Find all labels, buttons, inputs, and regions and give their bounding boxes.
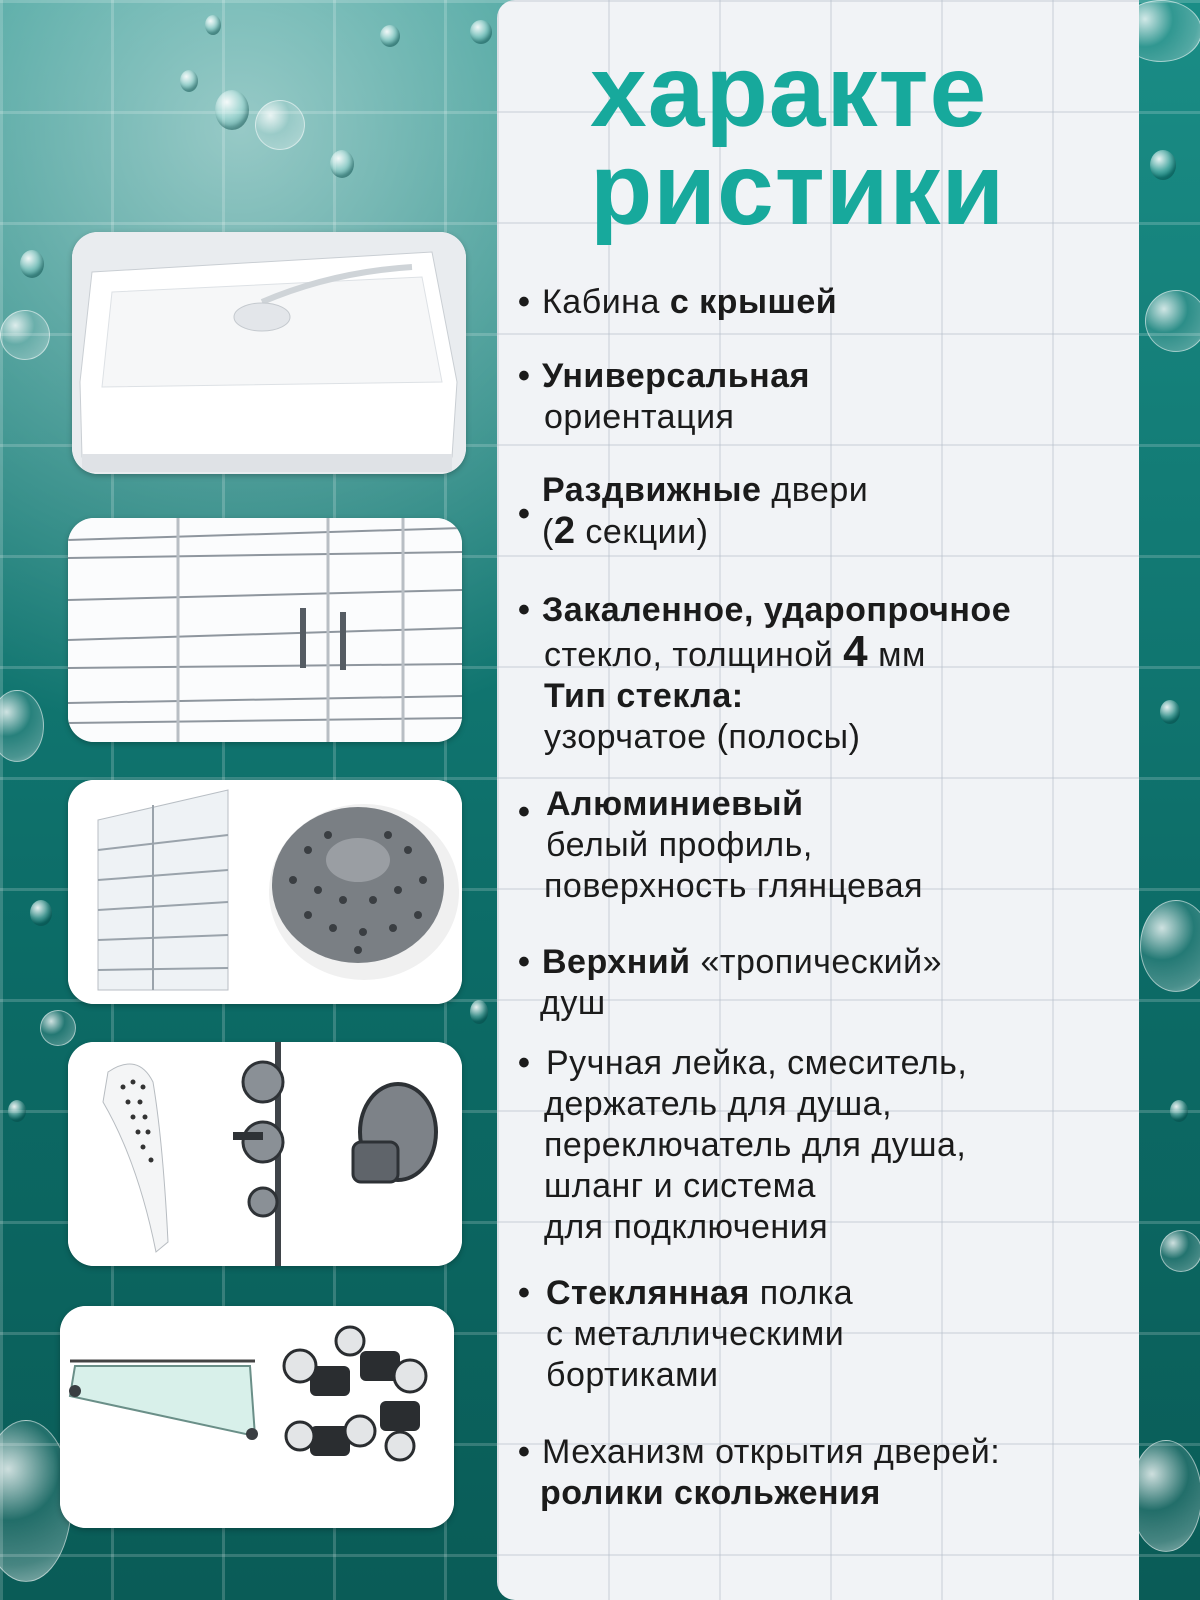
feature-item: [518, 282, 837, 323]
feature-text: двери: [761, 471, 869, 509]
hand-shower-mixer-holder-image: [68, 1042, 462, 1266]
feature-text: бортиками: [546, 1356, 719, 1394]
feature-text: Ручная лейка, смеситель,: [546, 1044, 968, 1082]
feature-text: Механизм открытия дверей:: [542, 1433, 1001, 1471]
water-drop-icon: [30, 900, 52, 926]
glass-thickness: 4: [843, 627, 869, 676]
water-drop-icon: [180, 70, 198, 92]
feature-text: (: [542, 513, 554, 551]
feature-text: для подключения: [544, 1208, 829, 1246]
sliding-doors-image: [68, 518, 462, 742]
feature-text-bold: Закаленное, ударопрочное: [542, 591, 1012, 629]
title-line: характе: [590, 34, 988, 148]
bullet-icon: •: [518, 1274, 531, 1312]
bullet-icon: •: [518, 495, 531, 533]
feature-item: [518, 1043, 967, 1248]
feature-text: переключатель для душа,: [544, 1126, 967, 1164]
feature-item: [518, 784, 923, 907]
feature-text: шланг и система: [544, 1167, 816, 1205]
bullet-icon: •: [518, 1433, 531, 1471]
feature-item: [518, 356, 810, 438]
feature-text-bold: Раздвижные: [542, 471, 762, 509]
bubble-icon: [40, 1010, 76, 1046]
feature-item: [518, 1273, 853, 1396]
water-drop-icon: [470, 20, 492, 44]
bubble-icon: [0, 310, 50, 360]
feature-text: стекло, толщиной: [544, 636, 844, 674]
bubble-icon: [1145, 290, 1200, 352]
feature-text: ориентация: [544, 398, 735, 436]
glass-shelf-rollers-image: [60, 1306, 454, 1528]
water-drop-icon: [380, 25, 400, 47]
feature-item: [518, 470, 868, 553]
water-drop-icon: [8, 1100, 26, 1122]
feature-text: держатель для душа,: [544, 1085, 893, 1123]
water-drop-icon: [1160, 700, 1180, 724]
feature-text-bold: Алюминиевый: [546, 785, 804, 823]
feature-text-bold: с крышей: [669, 283, 838, 321]
page-title: [590, 34, 1150, 246]
water-drop-icon: [1170, 1100, 1188, 1122]
water-drop-icon: [330, 150, 354, 178]
feature-text-bold: Стеклянная: [546, 1274, 750, 1312]
feature-text: узорчатое (полосы): [544, 718, 861, 756]
feature-text: полка: [749, 1274, 854, 1312]
bullet-icon: •: [518, 793, 531, 831]
feature-text-bold: Верхний: [542, 943, 691, 981]
feature-text: белый профиль,: [546, 826, 813, 864]
water-drop-icon: [20, 250, 44, 278]
feature-item: [518, 942, 942, 1024]
water-drop-icon: [215, 90, 249, 130]
title-line: ристики: [590, 132, 1006, 246]
feature-text-bold: Тип стекла:: [544, 677, 744, 715]
feature-text: «тропический»: [690, 943, 943, 981]
bullet-icon: •: [518, 591, 531, 629]
shower-tray-image: [72, 232, 466, 474]
feature-text: душ: [540, 984, 606, 1022]
bubble-icon: [1130, 1440, 1200, 1552]
bubble-icon: [1160, 1230, 1200, 1272]
feature-text: мм: [868, 636, 926, 674]
bullet-icon: •: [518, 357, 531, 395]
profile-and-rain-shower-image: [68, 780, 462, 1004]
feature-item: [518, 590, 1011, 758]
bullet-icon: •: [518, 283, 531, 321]
feature-text: секции): [575, 513, 709, 551]
section-count: 2: [553, 510, 576, 552]
feature-text-bold: Универсальная: [542, 357, 810, 395]
feature-text-bold: ролики скольжения: [540, 1474, 881, 1512]
feature-text: Кабина: [542, 283, 670, 321]
water-drop-icon: [470, 1000, 488, 1024]
bubble-icon: [255, 100, 305, 150]
bullet-icon: •: [518, 1044, 531, 1082]
water-drop-icon: [1150, 150, 1176, 180]
water-drop-icon: [205, 15, 221, 35]
feature-item: [518, 1432, 1000, 1514]
bullet-icon: •: [518, 943, 531, 981]
feature-text: с металлическими: [546, 1315, 845, 1353]
feature-text: поверхность глянцевая: [544, 867, 924, 905]
